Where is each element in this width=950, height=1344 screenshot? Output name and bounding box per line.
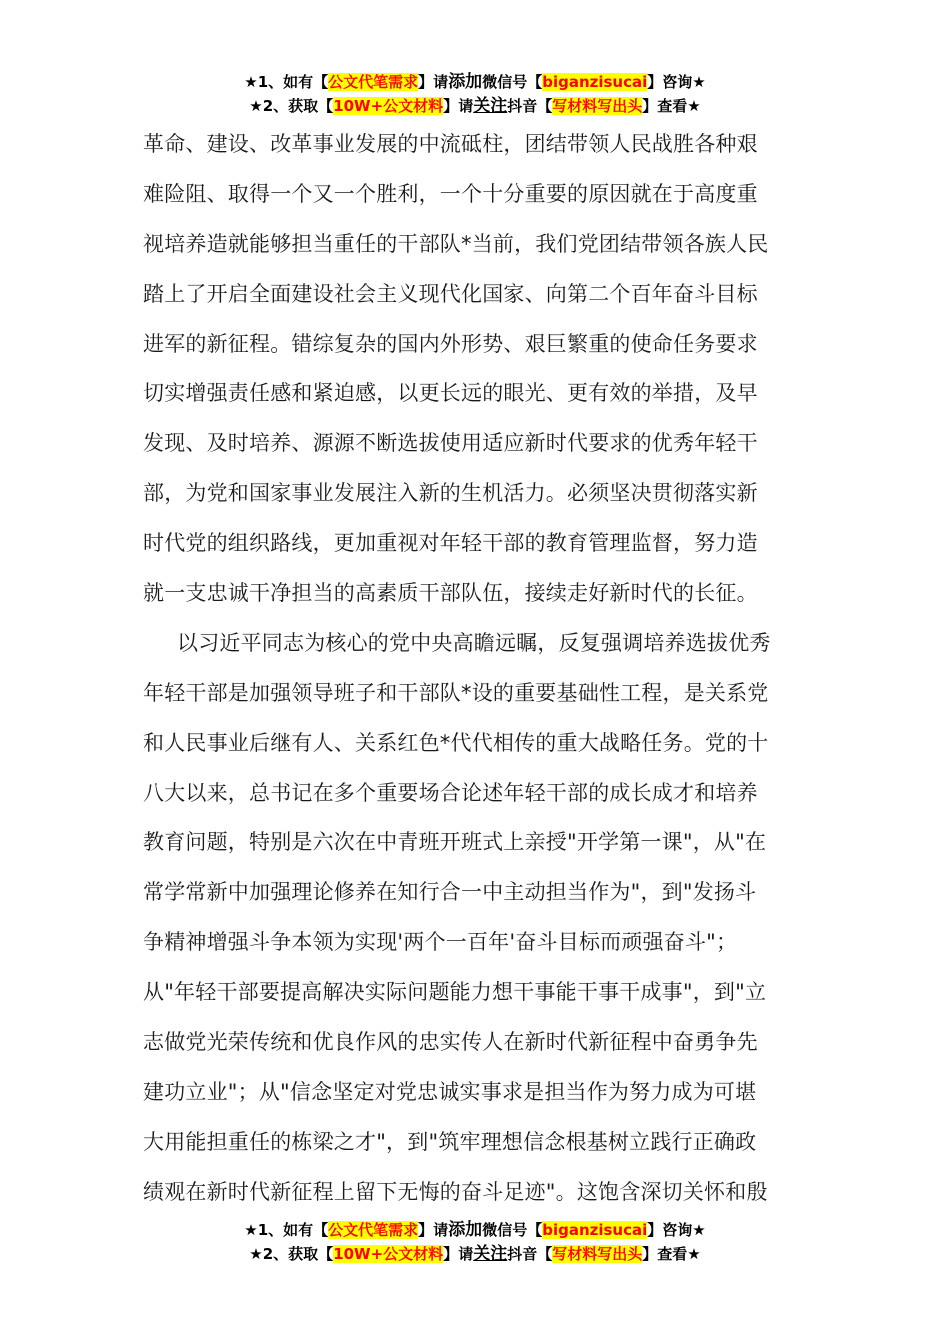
text-line: 发现、及时培养、源源不断选拔使用适应新时代要求的优秀年轻干 [143, 431, 758, 456]
banner-text: 微信号【 [482, 73, 543, 91]
banner-text: ★1、如有【 [244, 1221, 329, 1239]
banner-emphasis: 关注 [473, 1244, 508, 1264]
banner-text: 】请 [418, 1221, 449, 1239]
document-body [143, 120, 808, 1218]
text-line: 大用能担重任的栋梁之才"，到"筑牢理想信念根基树立践行正确政 [143, 1129, 757, 1154]
banner-text: 】咨询★ [647, 1221, 706, 1239]
highlight-materials: 10W+公文材料 [333, 1245, 444, 1263]
text-line: 踏上了开启全面建设社会主义现代化国家、向第二个百年奋斗目标 [143, 281, 758, 306]
banner-text: 】请 [418, 73, 449, 91]
banner-text: 】请 [443, 97, 474, 115]
banner-text: 抖音【 [507, 97, 553, 115]
banner-text: ★2、获取【 [249, 97, 334, 115]
banner-line-1 [0, 70, 950, 94]
text-line: 绩观在新时代新征程上留下无悔的奋斗足迹"。这饱含深切关怀和殷 [143, 1179, 768, 1204]
text-line: 争精神增强斗争本领为实现'两个一百年'奋斗目标而顽强奋斗"； [143, 930, 738, 955]
text-line: 从"年轻干部要提高解决实际问题能力想干事能干事干成事"，到"立 [143, 980, 767, 1005]
text-line: 志做党光荣传统和优良作风的忠实传人在新时代新征程中奋勇争先 [143, 1030, 758, 1055]
text-line: 革命、建设、改革事业发展的中流砥柱，团结带领人民战胜各种艰 [143, 132, 758, 156]
text-line: 部，为党和国家事业发展注入新的生机活力。必须坚决贯彻落实新 [143, 481, 758, 506]
highlight-service: 公文代笔需求 [328, 73, 419, 91]
footer-banner [0, 1218, 950, 1266]
highlight-service: 公文代笔需求 [328, 1221, 419, 1239]
text-line: 难险阻、取得一个又一个胜利，一个十分重要的原因就在于高度重 [143, 181, 758, 206]
banner-text: ★2、获取【 [249, 1245, 334, 1263]
header-banner [0, 70, 950, 118]
banner-text: 微信号【 [482, 1221, 543, 1239]
banner-text: 】查看★ [642, 97, 701, 115]
banner-emphasis: 添加 [448, 1220, 483, 1240]
banner-text: 】请 [443, 1245, 474, 1263]
text-line: 教育问题，特别是六次在中青班开班式上亲授"开学第一课"，从"在 [143, 830, 767, 855]
text-line: 进军的新征程。错综复杂的国内外形势、艰巨繁重的使命任务要求 [143, 331, 758, 356]
text-line: 建功立业"；从"信念坚定对党忠诚实事求是担当作为努力成为可堪 [143, 1079, 757, 1104]
highlight-wechat-id: biganzisucai [542, 73, 648, 91]
text-line: 年轻干部是加强领导班子和干部队*设的重要基础性工程，是关系党 [143, 680, 769, 705]
highlight-wechat-id: biganzisucai [542, 1221, 648, 1239]
text-line: 常学常新中加强理论修养在知行合一中主动担当作为"，到"发扬斗 [143, 880, 757, 905]
banner-text: ★1、如有【 [244, 73, 329, 91]
text-line: 八大以来，总书记在多个重要场合论述年轻干部的成长成才和培养 [143, 780, 758, 805]
text-line: 就一支忠诚干净担当的高素质干部队伍，接续走好新时代的长征。 [143, 581, 758, 606]
banner-text: 】咨询★ [647, 73, 706, 91]
banner-text: 抖音【 [507, 1245, 553, 1263]
banner-emphasis: 关注 [473, 96, 508, 116]
banner-line-1 [0, 1218, 950, 1242]
banner-text: 】查看★ [642, 1245, 701, 1263]
banner-line-2 [0, 1242, 950, 1266]
highlight-materials: 10W+公文材料 [333, 97, 444, 115]
text-line: 切实增强责任感和紧迫感，以更长远的眼光、更有效的举措，及早 [143, 381, 758, 406]
text-line: 视培养造就能够担当重任的干部队*当前，我们党团结带领各族人民 [143, 231, 769, 256]
highlight-douyin: 写材料写出头 [552, 97, 643, 115]
text-line: 和人民事业后继有人、关系红色*代代相传的重大战略任务。党的十 [143, 730, 769, 755]
banner-line-2 [0, 94, 950, 118]
banner-emphasis: 添加 [448, 72, 483, 92]
text-line: 时代党的组织路线，更加重视对年轻干部的教育管理监督，努力造 [143, 531, 758, 556]
highlight-douyin: 写材料写出头 [552, 1245, 643, 1263]
paragraph-start-line: 以习近平同志为核心的党中央高瞻远瞩，反复强调培养选拔优秀 [177, 630, 771, 655]
